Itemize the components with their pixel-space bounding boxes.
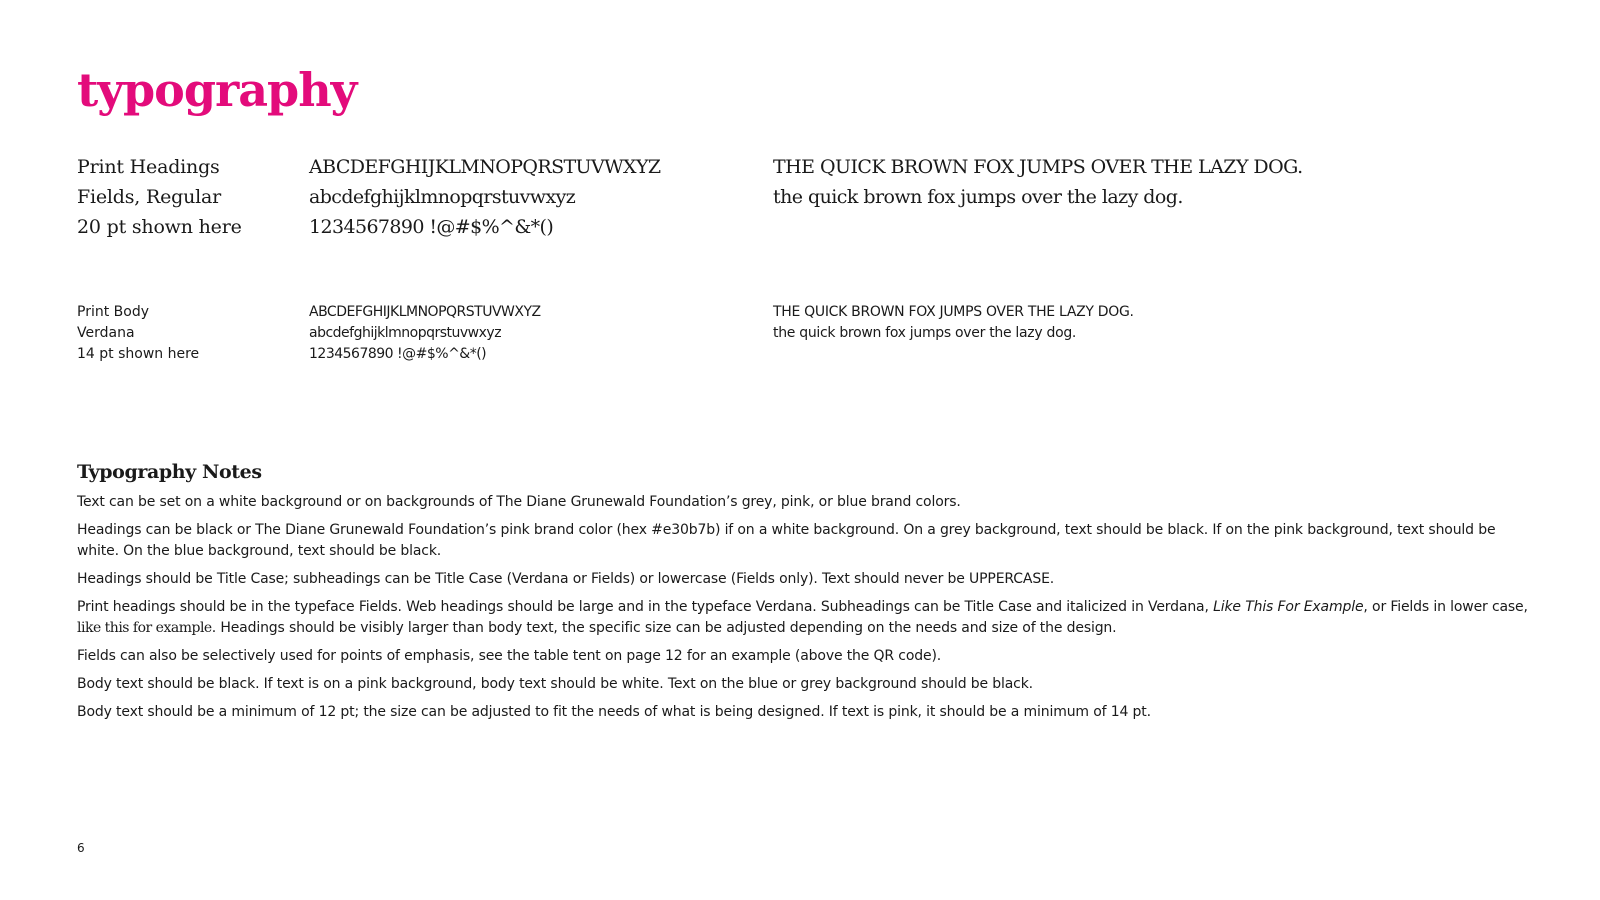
pangram-lowercase: the quick brown fox jumps over the lazy dog.	[773, 325, 1077, 341]
print-body-label	[77, 302, 199, 365]
pangram-lowercase: the quick brown fox jumps over the lazy dog.	[773, 186, 1183, 208]
print-body-glyphs	[309, 302, 541, 365]
pangram-uppercase: THE QUICK BROWN FOX JUMPS OVER THE LAZY DOG.	[773, 156, 1303, 178]
note-paragraph: Headings should be Title Case; subheadings can be Title Case (Verdana or Fields) or lowercase (Fields only). Text should never be UPPERCASE.	[77, 571, 1055, 587]
print-body-pangram	[773, 302, 1134, 344]
print-headings-label	[77, 152, 242, 242]
uppercase-alphabet: ABCDEFGHIJKLMNOPQRSTUVWXYZ	[309, 304, 541, 320]
note-text: , or Fields in lower case,	[1363, 599, 1528, 615]
italic-example: Like This For Example	[1213, 599, 1364, 615]
font-size-label: 14 pt shown here	[77, 346, 200, 362]
fields-example: like this for example	[77, 620, 212, 636]
lowercase-alphabet: abcdefghijklmnopqrstuvwxyz	[309, 186, 576, 208]
lowercase-alphabet: abcdefghijklmnopqrstuvwxyz	[309, 325, 502, 341]
numerals-symbols: 1234567890 !@#$%^&*()	[309, 346, 487, 362]
note-paragraph: Text can be set on a white background or on backgrounds of The Diane Grunewald Foundation’s grey, pink, or blue brand colors.	[77, 494, 961, 510]
note-text: Print headings should be in the typeface Fields. Web headings should be large and in the typeface Verdana. Subheadings can be Title Case and italicized in Verdana,	[77, 599, 1214, 615]
page-title: typography	[77, 63, 357, 117]
font-usage-label: Print Body	[77, 304, 149, 320]
typography-notes	[77, 460, 1532, 730]
font-name-label: Verdana	[77, 325, 135, 341]
uppercase-alphabet: ABCDEFGHIJKLMNOPQRSTUVWXYZ	[309, 156, 661, 178]
print-headings-glyphs	[309, 152, 661, 242]
notes-heading: Typography Notes	[77, 461, 262, 483]
note-paragraph: Body text should be a minimum of 12 pt; the size can be adjusted to fit the needs of what is being designed. If text is pink, it should be a minimum of 14 pt.	[77, 704, 1151, 720]
note-paragraph: Body text should be black. If text is on a pink background, body text should be white. Text on the blue or grey background should be black.	[77, 676, 1033, 692]
pangram-uppercase: THE QUICK BROWN FOX JUMPS OVER THE LAZY DOG.	[773, 304, 1134, 320]
note-paragraph	[77, 597, 1532, 639]
numerals-symbols: 1234567890 !@#$%^&*()	[309, 216, 554, 238]
page-number: 6	[77, 841, 85, 855]
font-size-label: 20 pt shown here	[77, 216, 242, 238]
note-text: . Headings should be visibly larger than body text, the specific size can be adjusted depending on the needs and size of the design.	[211, 620, 1117, 636]
note-paragraph: Headings can be black or The Diane Grunewald Foundation’s pink brand color (hex #e30b7b) if on a white background. On a grey background, text should be black. If on the pink background, text should be white. On the blue background, text should be black.	[77, 522, 1496, 559]
note-paragraph: Fields can also be selectively used for points of emphasis, see the table tent on page 12 for an example (above the QR code).	[77, 648, 942, 664]
print-headings-pangram	[773, 152, 1303, 212]
font-name-label: Fields, Regular	[77, 186, 222, 208]
font-usage-label: Print Headings	[77, 156, 220, 178]
